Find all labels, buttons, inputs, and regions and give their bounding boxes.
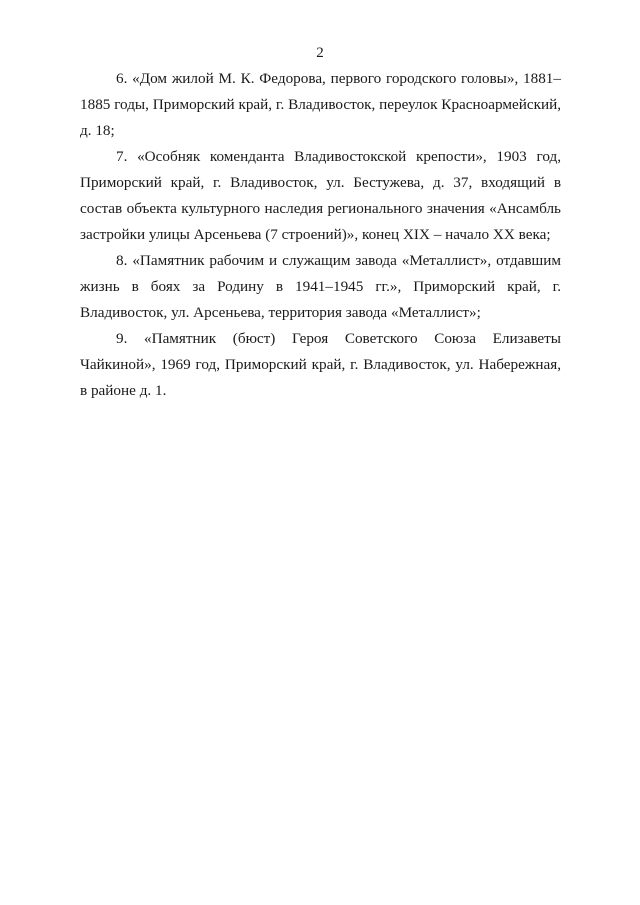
page-number: 2 <box>316 45 324 61</box>
list-item-6: 6. «Дом жилой М. К. Федорова, первого городского головы», 1881–1885 годы, Приморский край, г. Владивосток, переулок Красноармейский, д. 18; <box>80 70 561 139</box>
list-item-9: 9. «Памятник (бюст) Героя Советского Союза Елизаветы Чайкиной», 1969 год, Приморский край, г. Владивосток, ул. Набережная, в районе д. 1. <box>80 330 561 399</box>
document-body <box>80 66 561 404</box>
list-item-7: 7. «Особняк коменданта Владивостокской крепости», 1903 год, Приморский край, г. Владивосток, ул. Бестужева, д. 37, входящий в состав объекта культурного наследия регионального значения «Ансамбль застройки улицы Арсеньева (7 строений)», конец XIX – начало XX века; <box>80 148 561 243</box>
list-item-8: 8. «Памятник рабочим и служащим завода «Металлист», отдавшим жизнь в боях за Родину в 1941–1945 гг.», Приморский край, г. Владивосток, ул. Арсеньева, территория завода «Металлист»; <box>80 252 561 321</box>
